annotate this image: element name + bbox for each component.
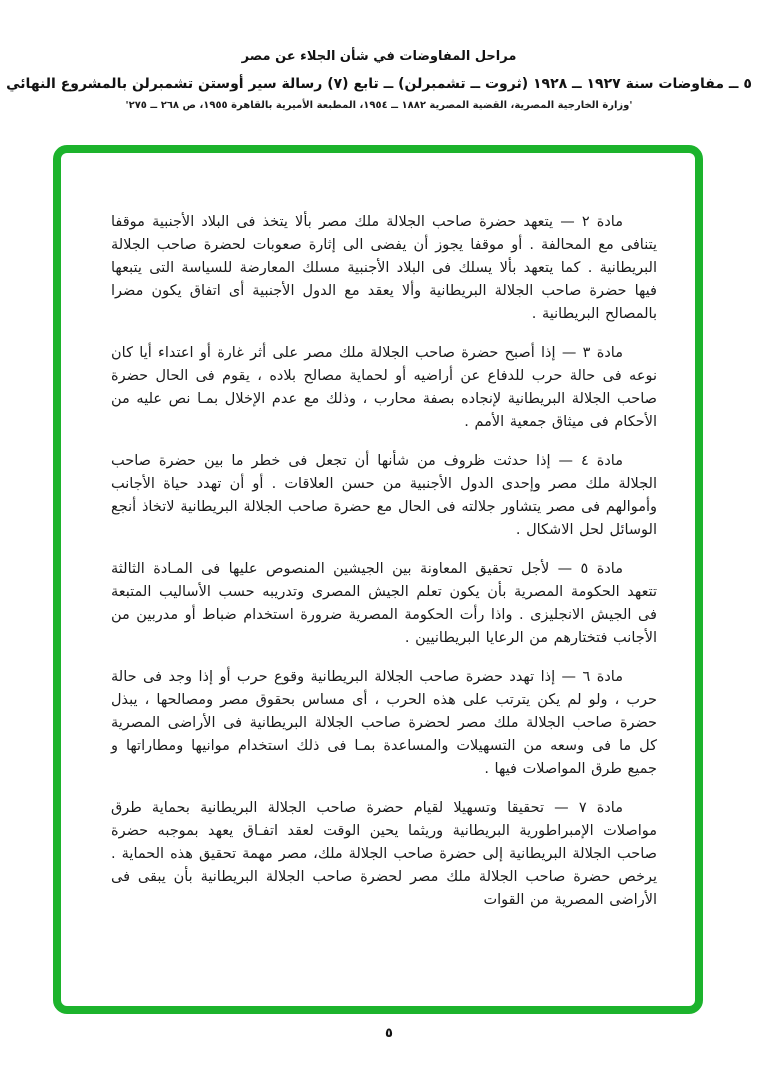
document-body <box>61 153 695 1006</box>
article-5-paragraph: مادة ٥ — لأجل تحقيق المعاونة بين الجيشين المنصوص عليها فى المـادة الثالثة تتعهد الحكومة المصرية بأن يكون تعلم الجيش المصرى وتدريبه حسب الأساليب المتبعة فى الجيش الانجليزى . واذا رأت الحكومة المصرية ضرورة استخدام ضباط أو مدربين من الأجانب فتختارهم من الرعايا البريطانيين . <box>111 561 657 646</box>
document-title: مراحل المفاوضات في شأن الجلاء عن مصر <box>241 49 517 64</box>
article-6-paragraph: مادة ٦ — إذا تهدد حضرة صاحب الجلالة البريطانية وقوع حرب أو إذا وجد فى حالة حرب ، ولو لم يكن يترتب على هذه الحرب ، أى مساس بحقوق مصر ومصالحها ، يبذل حضرة صاحب الجلالة ملك مصر لحضرة صاحب الجلالة البريطانية فى الأراضى المصرية كل ما فى وسعه من التسهيلات والمساعدة بمـا فى ذلك استخدام موانيها ومطاراتها و جميع طرق المواصلات فيها . <box>111 669 657 777</box>
document-subtitle: ٥ ــ مفاوضات سنة ١٩٢٧ ــ ١٩٢٨ (ثروت ــ تشمبرلن) ــ تابع (٧) رسالة سير أوستن تشمبرلن بالمشروع النهائي <box>6 76 752 92</box>
article-2-paragraph: مادة ٢ — يتعهد حضرة صاحب الجلالة ملك مصر بألا يتخذ فى البلاد الأجنبية موقفا يتنافى مع المحالفة . أو موقفا يجوز أن يفضى الى إثارة صعوبات لحضرة صاحب الجلالة البريطانية . كما يتعهد بألا يسلك فى البلاد الأجنبية مسلك المعارضة للسياسة التى يتبعها فيها حضرة صاحب الجلالة البريطانية وألا يعقد مع الدول الأجنبية أى اتفاق يكون مضرا بالمصالح البريطانية . <box>111 214 657 322</box>
article-4-paragraph: مادة ٤ — إذا حدثت ظروف من شأنها أن تجعل فى خطر ما بين حضرة صاحب الجلالة ملك مصر وإحدى الدول الأجنبية من حسن العلاقات . أو أن تهدد حياة الأجانب وأموالهم فى مصر يتشاور جلالته فى الحال مع حضرة صاحب الجلالة البريطانية لاتخاذ أنجع الوسائل لحل الاشكال . <box>111 453 657 538</box>
article-7-paragraph: مادة ٧ — تحقيقا وتسهيلا لقيام حضرة صاحب الجلالة البريطانية بحماية طرق مواصلات الإمبراطورية البريطانية وريثما يحين الوقت لعقد اتفـاق يعهد بموجبه حضرة صاحب الجلالة البريطانية إلى حضرة صاحب الجلالة ملك، مصر مهمة تحقيق هذه الحماية . يرخص حضرة صاحب الجلالة ملك مصر لحضرة صاحب الجلالة البريطانية بأن يبقى فى الأراضى المصرية من القوات <box>111 800 657 908</box>
page-number: ٥ <box>385 1026 393 1041</box>
document-source-citation: 'وزارة الخارجية المصرية، القضية المصرية ١٨٨٢ ــ ١٩٥٤، المطبعة الأميرية بالقاهرة ١٩٥٥، ص ٢٦٨ ــ ٢٧٥' <box>125 100 633 111</box>
article-3-paragraph: مادة ٣ — إذا أصبح حضرة صاحب الجلالة ملك مصر على أثر غارة أو اعتداء أيا كان نوعه فى حالة حرب للدفاع عن أراضيه أو لحماية مصالح بلاده ، يقوم فى الحال حضرة صاحب الجلالة البريطانية لإنجاده بصفة محارب ، وذلك مع عدم الإخلال بمـا نص عليه من الأحكام فى ميثاق جمعية الأمم . <box>111 345 657 430</box>
page-header <box>0 48 758 113</box>
green-highlight-frame <box>53 145 703 1014</box>
